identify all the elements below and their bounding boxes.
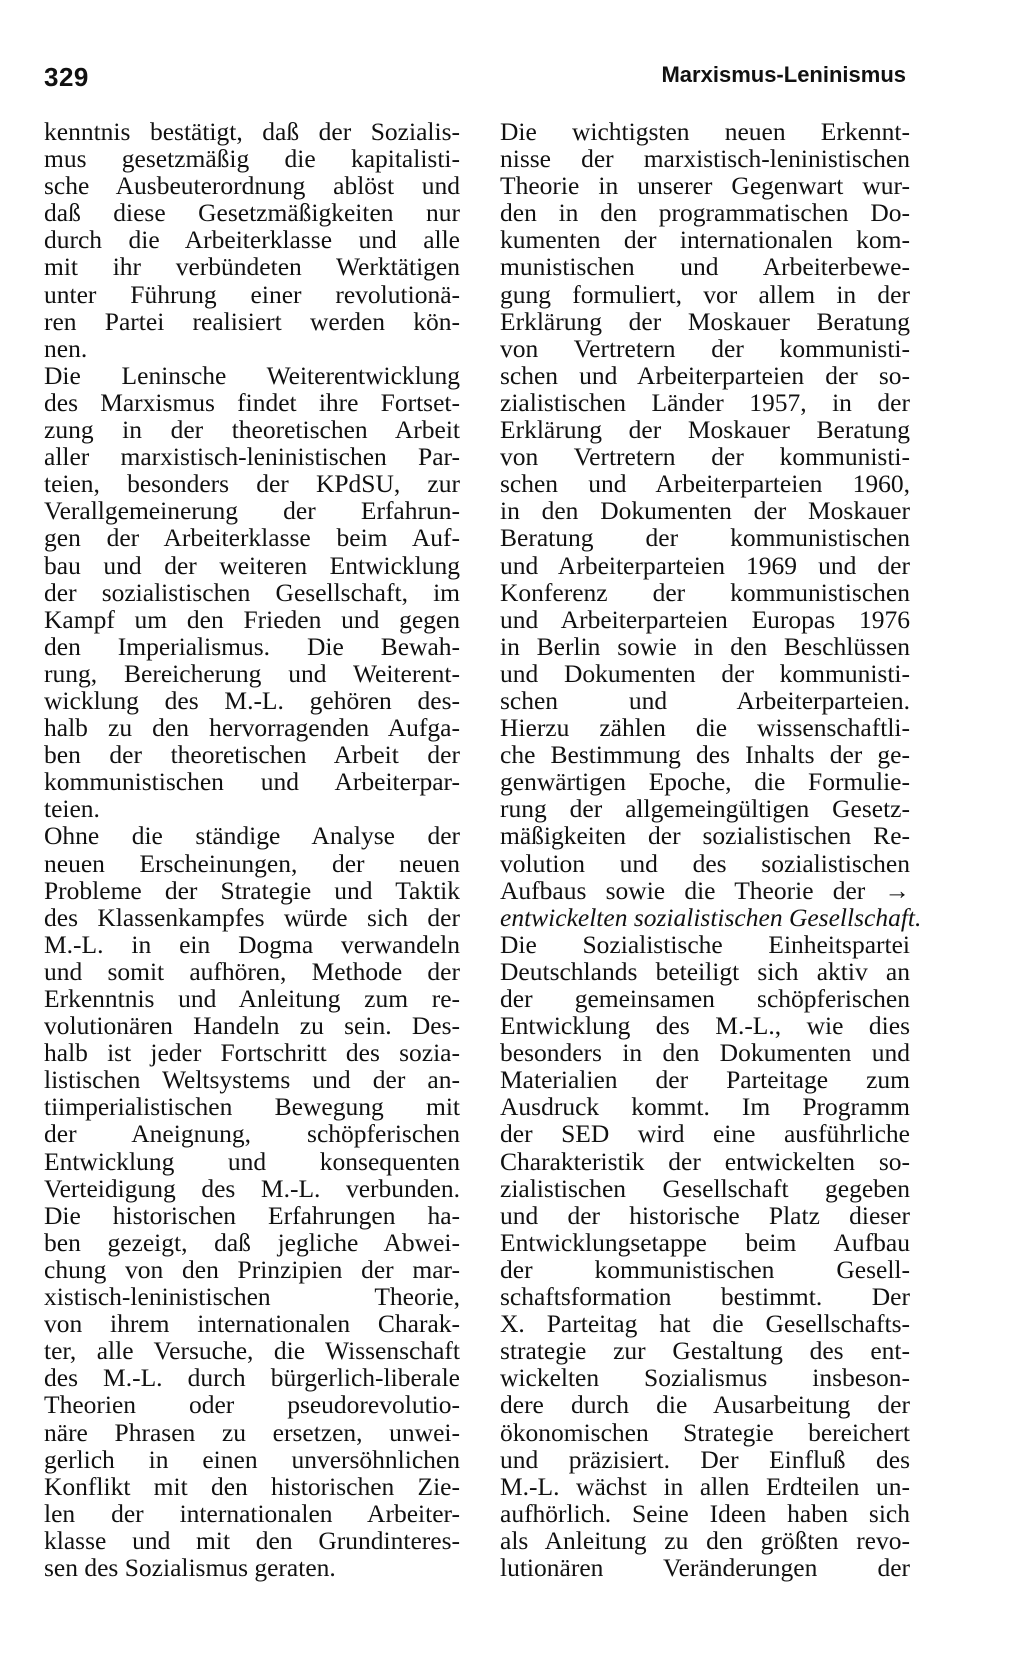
text-line: rung der allgemeingültigen Gesetz- — [500, 794, 910, 824]
text-line: teien. — [44, 794, 100, 824]
text-line: gung formuliert, vor allem in der — [500, 279, 910, 309]
text-line: bau und der weiteren Entwicklung — [44, 550, 460, 580]
text-line: den in den programmatischen Do- — [500, 198, 910, 228]
text-line: der kommunistischen Gesell- — [500, 1254, 910, 1284]
text-line: und somit aufhören, Methode der — [44, 956, 460, 986]
text-line: Die historischen Erfahrungen ha- — [44, 1200, 460, 1230]
text-line: und präzisiert. Der Einfluß des — [500, 1444, 910, 1474]
text-line: mäßigkeiten der sozialistischen Re- — [500, 821, 910, 851]
text-line: des M.-L. durch bürgerlich-liberale — [44, 1363, 460, 1393]
text-line: teien, besonders der KPdSU, zur — [44, 469, 460, 499]
text-line: che Bestimmung des Inhalts der ge- — [500, 740, 910, 770]
text-line: Hierzu zählen die wissenschaftli- — [500, 713, 910, 743]
text-line: Erkenntnis und Anleitung zum re- — [44, 984, 460, 1013]
text-line: Deutschlands beteiligt sich aktiv an — [500, 956, 910, 986]
text-line: und Arbeiterparteien 1969 und der — [500, 550, 910, 580]
text-line: den Imperialismus. Die Bewah- — [44, 631, 460, 661]
text-line: volutionären Handeln zu sein. Des- — [44, 1011, 460, 1041]
text-line: len der internationalen Arbeiter- — [44, 1498, 460, 1528]
text-line: Die Leninsche Weiterentwicklung — [44, 360, 460, 390]
text-line: und Arbeiterparteien Europas 1976 — [500, 604, 910, 634]
text-line: besonders in den Dokumenten und — [500, 1038, 910, 1068]
text-line: X. Parteitag hat die Gesellschafts- — [500, 1309, 910, 1339]
text-line: kommunistischen und Arbeiterpar- — [44, 767, 460, 797]
text-line: als Anleitung zu den größten revo- — [500, 1525, 910, 1555]
page-number: 329 — [44, 62, 89, 92]
text-line: der sozialistischen Gesellschaft, im — [44, 577, 460, 607]
text-line: entwickelten sozialistischen Gesellschaft. — [500, 902, 922, 932]
text-line: der Aneignung, schöpferischen — [44, 1119, 460, 1149]
text-line: näre Phrasen zu ersetzen, unwei- — [44, 1417, 460, 1447]
text-line: der SED wird eine ausführliche — [500, 1119, 910, 1149]
text-line: Erklärung der Moskauer Beratung — [500, 306, 910, 336]
text-line: aller marxistisch-leninistischen Par- — [44, 442, 460, 472]
text-line: Entwicklungsetappe beim Aufbau — [500, 1227, 910, 1257]
text-line: ökonomischen Strategie bereichert — [500, 1417, 910, 1447]
text-line: wickelten Sozialismus insbeson- — [500, 1363, 910, 1393]
right-text-column — [500, 117, 922, 1582]
text-line: Kampf um den Frieden und gegen — [44, 604, 460, 634]
text-line: zialistischen Gesellschaft gegeben — [500, 1173, 910, 1203]
text-line: munistischen und Arbeiterbewe- — [500, 252, 910, 282]
text-line: ben der theoretischen Arbeit der — [44, 740, 460, 770]
text-line: Erklärung der Moskauer Beratung — [500, 415, 910, 445]
text-line: und Dokumenten der kommunisti- — [500, 658, 910, 688]
text-line: Theorie in unserer Gegenwart wur- — [500, 171, 910, 201]
text-line: Verallgemeinerung der Erfahrun- — [44, 496, 460, 526]
text-line: Materialien der Parteitage zum — [500, 1065, 910, 1095]
text-line: volution und des sozialistischen — [500, 848, 910, 878]
text-line: Konferenz der kommunistischen — [500, 577, 910, 607]
text-line: strategie zur Gestaltung des ent- — [500, 1336, 910, 1366]
text-line: Verteidigung des M.-L. verbunden. — [44, 1173, 460, 1203]
text-line: gen der Arbeiterklasse beim Auf- — [44, 523, 460, 553]
text-line: Probleme der Strategie und Taktik — [44, 875, 460, 905]
text-line: M.-L. wächst in allen Erdteilen un- — [500, 1471, 910, 1501]
text-line: schaftsformation bestimmt. Der — [500, 1282, 910, 1312]
text-line: halb ist jeder Fortschritt des sozia- — [44, 1038, 460, 1068]
text-line: Charakteristik der entwickelten so- — [500, 1146, 910, 1176]
text-line: listischen Weltsystems und der an- — [44, 1065, 460, 1095]
text-line: wicklung des M.-L. gehören des- — [44, 685, 460, 715]
text-line: zung in der theoretischen Arbeit — [44, 415, 460, 445]
text-line: in den Dokumenten der Moskauer — [500, 496, 910, 526]
text-line: klasse und mit den Grundinteres- — [44, 1525, 460, 1555]
text-line: halb zu den hervorragenden Aufga- — [44, 713, 460, 743]
text-line: dere durch die Ausarbeitung der — [500, 1390, 910, 1420]
left-text-column — [44, 118, 460, 1581]
text-line: zialistischen Länder 1957, in der — [500, 387, 910, 417]
text-line: tiimperialistischen Bewegung mit — [44, 1092, 460, 1122]
text-line: ben gezeigt, daß jegliche Abwei- — [44, 1227, 460, 1257]
text-line: lutionären Veränderungen der — [500, 1552, 910, 1582]
text-line: schen und Arbeiterparteien 1960, — [500, 469, 910, 499]
text-line: von Vertretern der kommunisti- — [500, 442, 910, 472]
text-line: Theorien oder pseudorevolutio- — [44, 1390, 460, 1420]
text-line: xistisch-leninistischen Theorie, — [44, 1282, 460, 1312]
text-line: mus gesetzmäßig die kapitalisti- — [44, 144, 460, 174]
text-line: M.-L. in ein Dogma verwandeln — [44, 929, 460, 959]
running-title: Marxismus-Leninismus — [661, 62, 906, 87]
text-line: genwärtigen Epoche, die Formulie- — [500, 767, 910, 797]
text-line: sche Ausbeuterordnung ablöst und — [44, 171, 460, 201]
text-line: schen und Arbeiterparteien. — [500, 685, 910, 715]
text-line: durch die Arbeiterklasse und alle — [44, 225, 460, 255]
text-line: und der historische Platz dieser — [500, 1200, 910, 1230]
text-line: Beratung der kommunistischen — [500, 523, 910, 553]
text-line: nisse der marxistisch-leninistischen — [500, 144, 910, 174]
text-line: von ihrem internationalen Charak- — [44, 1309, 460, 1339]
text-line: aufhörlich. Seine Ideen haben sich — [500, 1498, 910, 1528]
text-line: daß diese Gesetzmäßigkeiten nur — [44, 198, 460, 228]
text-line: chung von den Prinzipien der mar- — [44, 1254, 460, 1284]
text-line: sen des Sozialismus geraten. — [44, 1552, 336, 1582]
text-line: der gemeinsamen schöpferischen — [500, 984, 910, 1013]
text-line: mit ihr verbündeten Werktätigen — [44, 252, 460, 282]
text-line: nen. — [44, 333, 88, 363]
text-line: von Vertretern der kommunisti- — [500, 333, 910, 363]
text-line: neuen Erscheinungen, der neuen — [44, 848, 460, 878]
text-line: des Marxismus findet ihre Fortset- — [44, 387, 460, 417]
text-line: Aufbaus sowie die Theorie der → — [500, 875, 910, 905]
text-line: Ausdruck kommt. Im Programm — [500, 1092, 910, 1122]
text-line: des Klassenkampfes würde sich der — [44, 902, 460, 932]
text-line: Entwicklung des M.-L., wie dies — [500, 1011, 910, 1041]
text-line: ter, alle Versuche, die Wissenschaft — [44, 1336, 460, 1366]
text-line: rung, Bereicherung und Weiterent- — [44, 658, 460, 688]
text-line: kumenten der internationalen kom- — [500, 225, 910, 255]
text-line: Entwicklung und konsequenten — [44, 1146, 460, 1176]
text-line: Die Sozialistische Einheitspartei — [500, 929, 910, 959]
text-line: kenntnis bestätigt, daß der Sozialis- — [44, 117, 460, 146]
text-line: schen und Arbeiterparteien der so- — [500, 360, 910, 390]
text-line: gerlich in einen unversöhnlichen — [44, 1444, 460, 1474]
text-line: in Berlin sowie in den Beschlüssen — [500, 631, 910, 661]
text-line: Konflikt mit den historischen Zie- — [44, 1471, 460, 1501]
text-line: Die wichtigsten neuen Erkennt- — [500, 117, 910, 146]
text-line: unter Führung einer revolutionä- — [44, 279, 460, 309]
text-line: Ohne die ständige Analyse der — [44, 821, 460, 851]
text-line: ren Partei realisiert werden kön- — [44, 306, 460, 336]
